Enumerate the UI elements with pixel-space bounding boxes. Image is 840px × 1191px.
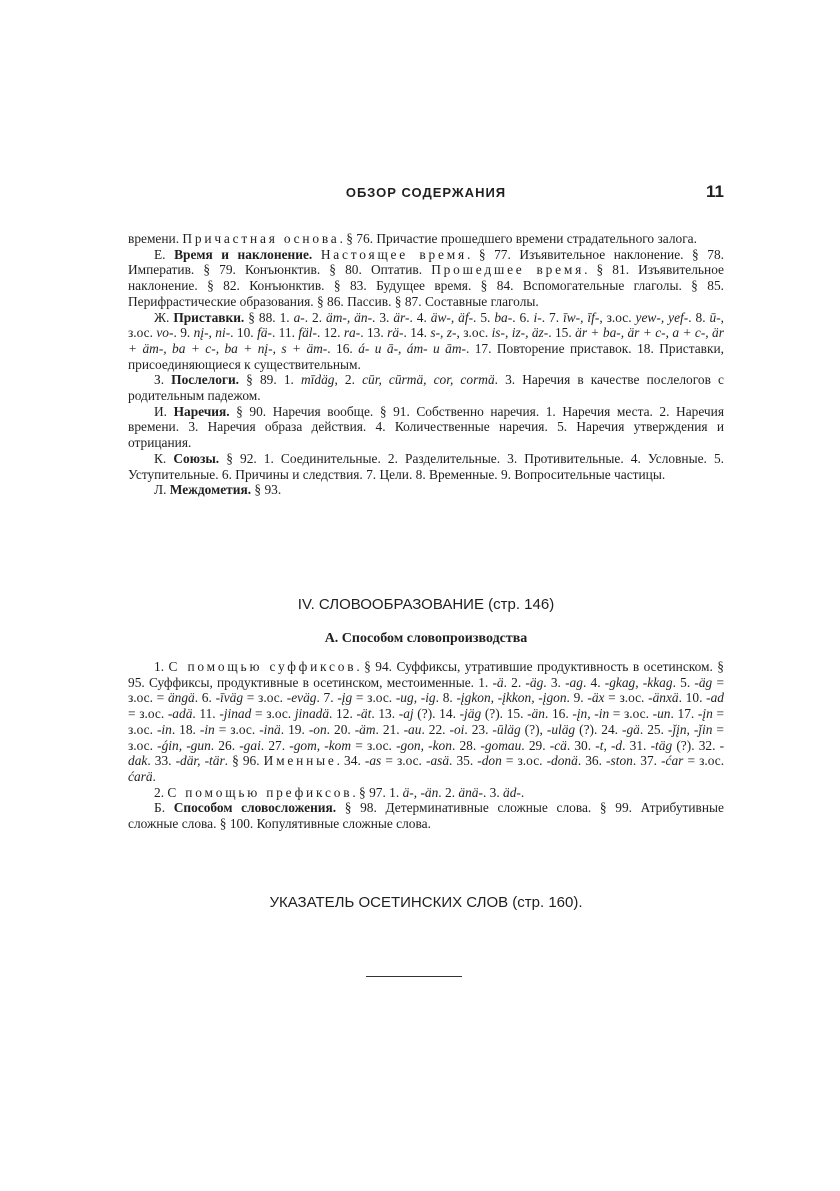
running-head — [128, 182, 724, 206]
paragraph-tense-mood: Е. Время и наклонение. Настоящее время. § 77. Изъявительное наклонение. § 78. Императив. § 79. Конъюнктив. § 80. Оптатив. Прошедшее время. § 81. Изъявительное наклонение. § 82. Конъюнктив. § 83. Будущее время. § 84. Вспомогательные глаголы. § 85. Перифрастические образования. § 86. Пассив. § 87. Составные глаголы. — [128, 246, 725, 309]
paragraph-postpositions: З. Послелоги. § 89. 1. mīdäg, 2. cūr, cūrmä, cor, cormä. 3. Наречия в качестве послелогов с родительным падежом. — [128, 372, 724, 404]
paragraph-interjections: Л. Междометия. § 93. — [154, 482, 282, 498]
running-head-title: ОБЗОР СОДЕРЖАНИЯ — [345, 185, 507, 200]
closing-rule — [366, 976, 462, 977]
paragraph-participle: времени. Причастная основа. § 76. Причастие прошедшего времени страдательного залога. — [128, 231, 697, 246]
paragraph-suffixes: 1. С помощью суффиксов. § 94. Суффиксы, утратившие продуктивность в осетинском. § 95. Суффиксы, продуктивные в осетинском, местоименные. 1. -ä. 2. -äg. 3. -ag. 4. -gkag, -kkag. 5. -äg = з.ос. = ängä. 6. -īväg = з.ос. -eväg. 7. -įg = з.ос. -ug, -ig. 8. -įgkon, -įkkon, -įgon. 9. -äx = з.ос. -änxä. 10. -ad = з.ос. -adä. 11. -jinad = з.ос. jinadä. 12. -ät. 13. -aj (?). 14. -jäg (?). 15. -än. 16. -įn, -in = з.ос. -un. 17. -įn = з.ос. -in. 18. -in = з.ос. -inä. 19. -on. 20. -äm. 21. -au. 22. -oi. 23. -ūläg (?), -uläg (?). 24. -gä. 25. -ǰįn, -ǰin = з.ос. -ǵin, -gun. 26. -gai. 27. -gom, -kom = з.ос. -gon, -kon. 28. -gomau. 29. -cä. 30. -t, -d. 31. -täg (?). 32. -dak. 33. -där, -tär. § 96. Именные. 34. -as = з.ос. -asä. 35. -don = з.ос. -donä. 36. -ston. 37. -ćar = з.ос. ćarä. — [128, 659, 725, 784]
contents-part-2 — [128, 659, 724, 832]
page-number: 11 — [706, 182, 724, 201]
paragraph-compounding: Б. Способом словосложения. § 98. Детерминативные сложные слова. § 99. Атрибутивные сложные слова. § 100. Копулятивные сложные слова. — [128, 800, 724, 832]
paragraph-adverbs: И. Наречия. § 90. Наречия вообще. § 91. Собственно наречия. 1. Наречия места. 2. Наречия времени. 3. Наречия образа действия. 4. Количественные наречия. 5. Наречия утверждения и отрицания. — [128, 403, 724, 451]
paragraph-prefixes: Ж. Приставки. § 88. 1. a-. 2. äm-, än-. 3. är-. 4. äw-, äf-. 5. ba-. 6. i-. 7. īw-, īf-, з.ос. yew-, yef-. 8. ū-, з.ос. vo-. 9. nį-, ni-. 10. fä-. 11. fäl-. 12. ra-. 13. rä-. 14. s-, z-, з.ос. is-, iz-, äz-. 15. är + ba-, är + c-, a + c-, är + äm-, ba + c-, ba + nį-, s + äm-. 16. á- и ā-, ám- и ām-. 17. Повторение приставок. 18. Приставки, присоединяющиеся к существительным. — [128, 309, 725, 372]
section-iv-title: IV. СЛОВООБРАЗОВАНИЕ (стр. 146) — [297, 596, 555, 613]
contents-part-1 — [128, 231, 724, 498]
paragraph-conjunctions: К. Союзы. § 92. 1. Соединительные. 2. Разделительные. 3. Противительные. 4. Условные. 5. Уступительные. 6. Причины и следствия. 7. Цели. 8. Временные. 9. Вопросительные частицы. — [128, 450, 724, 482]
subsection-a-title: А. Способом словопроизводства — [324, 631, 528, 646]
paragraph-prefixes-derivation: 2. С помощью префиксов. § 97. 1. ä-, -än. 2. änä-. 3. äd-. — [154, 784, 525, 800]
index-title: УКАЗАТЕЛЬ ОСЕТИНСКИХ СЛОВ (стр. 160). — [269, 894, 583, 911]
